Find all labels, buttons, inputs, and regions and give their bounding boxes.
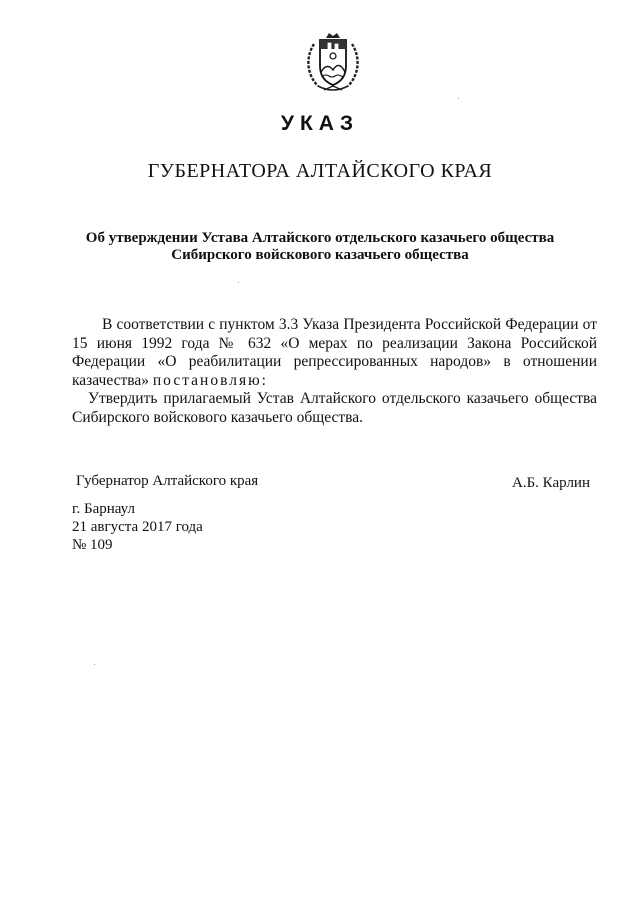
document-footer bbox=[72, 500, 203, 554]
issue-place: г. Барнаул bbox=[72, 501, 135, 517]
body-paragraph-1 bbox=[72, 316, 597, 390]
document-subject bbox=[60, 230, 580, 264]
subject-line-2: Сибирского войскового казачьего общества bbox=[171, 247, 469, 263]
body-paragraph-2: Утвердить прилагаемый Устав Алтайского отдельского казачьего общества Сибирского войскового казачьего общества. bbox=[72, 390, 597, 426]
altai-krai-coat-of-arms-icon bbox=[304, 30, 362, 96]
decree-word: постановляю: bbox=[152, 371, 268, 389]
scan-speck bbox=[458, 98, 459, 99]
scan-speck bbox=[238, 282, 239, 283]
document-body bbox=[72, 316, 597, 427]
signatory-position: Губернатор Алтайского края bbox=[76, 473, 259, 489]
subject-line-1: Об утверждении Устава Алтайского отдельского казачьего общества bbox=[85, 230, 555, 246]
document-number: № 109 bbox=[72, 537, 113, 553]
issuer-title: ГУБЕРНАТОРА АЛТАЙСКОГО КРАЯ bbox=[147, 160, 493, 182]
paragraph-1-text: В соответствии с пунктом 3.3 Указа Президента Российской Федерации от 15 июня 1992 года № 632 «О мерах по реализации Закона Российской Федерации «О реабилитации репрессированных народов» в отношении казачества» bbox=[72, 316, 597, 389]
issue-date: 21 августа 2017 года bbox=[72, 519, 203, 535]
signatory-name: А.Б. Карлин bbox=[511, 475, 590, 491]
document-kind-title: УКАЗ bbox=[280, 112, 360, 135]
scan-speck bbox=[94, 664, 95, 665]
